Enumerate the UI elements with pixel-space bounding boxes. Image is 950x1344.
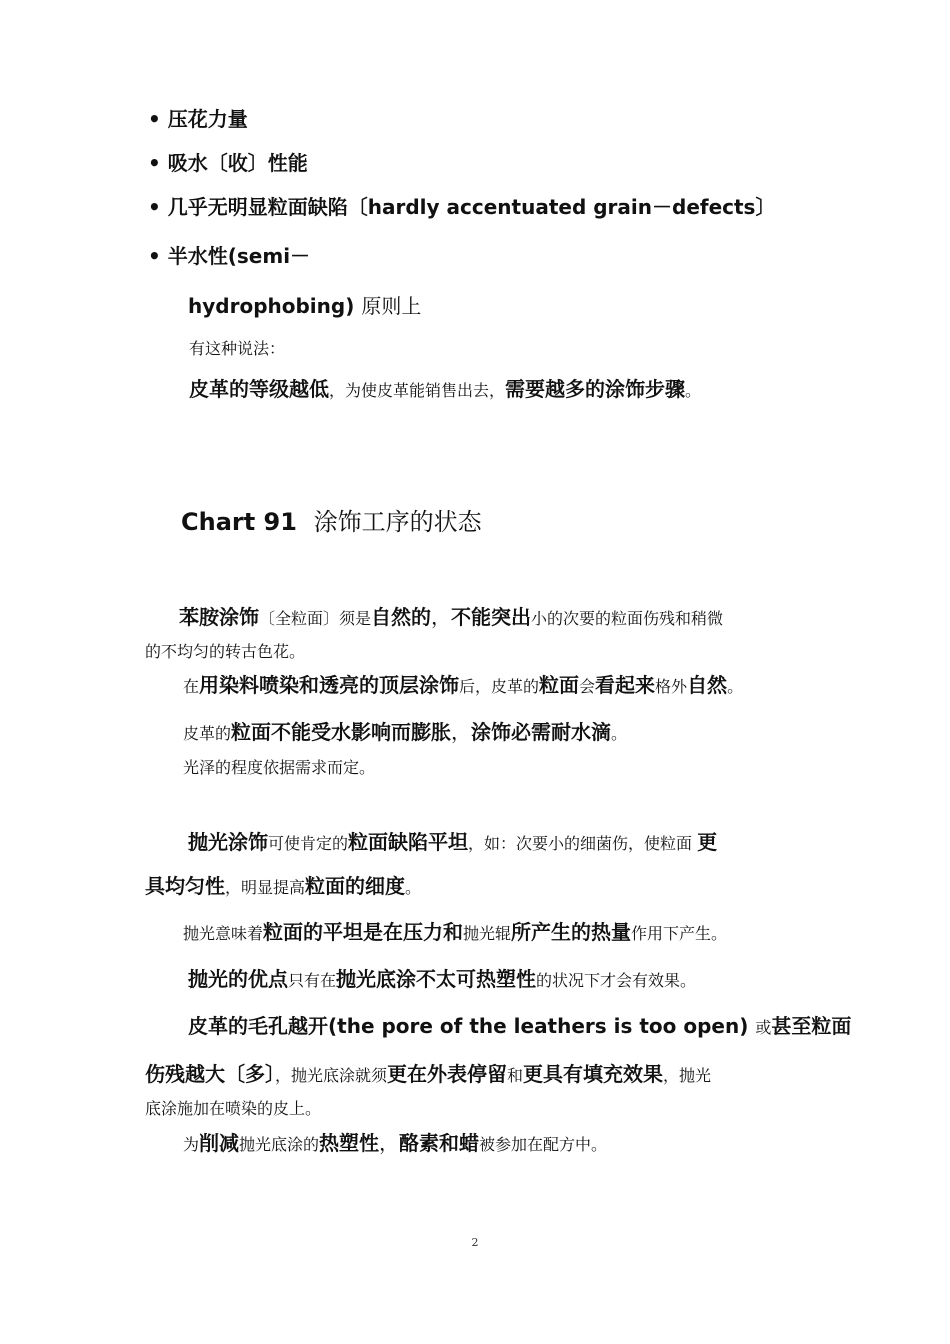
bullet-item-emboss-force: • 压花力量: [148, 107, 248, 131]
paragraph-polishing-line2: 具均匀性，明显提高粒面的细度。: [145, 874, 422, 898]
saying-intro: 有这种说法：: [189, 339, 286, 358]
paragraph-pores-line3: 底涂施加在喷染的皮上。: [145, 1099, 322, 1118]
paragraph-aniline-line1: 苯胺涂饰〔全粒面〕须是自然的，不能突出小的次要的粒面伤残和稍微: [179, 605, 724, 629]
paragraph-pores-line2: 伤残越大〔多〕，抛光底涂就须更在外表停留和更具有填充效果，抛光: [145, 1062, 712, 1086]
paragraph-gloss: 光泽的程度依据需求而定。: [183, 758, 376, 777]
paragraph-polishing-advantage: 抛光的优点只有在抛光底涂不太可热塑性的状况下才会有效果。: [188, 967, 697, 991]
paragraph-spray-dye: 在用染料喷染和透亮的顶层涂饰后，皮革的粒面会看起来格外自然。: [183, 673, 744, 697]
bullet-text: 吸水〔收〕性能: [167, 151, 308, 175]
bullet-continuation: hydrophobing) 原则上: [188, 294, 422, 318]
saying-text: 皮革的等级越低，为使皮革能销售出去，需要越多的涂饰步骤。: [189, 377, 702, 401]
section-title: Chart 91 涂饰工序的状态: [181, 508, 482, 536]
paragraph-water-resistance: 皮革的粒面不能受水影响而膨胀，涂饰必需耐水滴。: [183, 720, 628, 744]
paragraph-polishing-line1: 抛光涂饰可使肯定的粒面缺陷平坦，如：次要小的细菌伤，使粒面 更: [188, 830, 718, 854]
page-number: 2: [471, 1236, 479, 1249]
paragraph-thermoplastic: 为削减抛光底涂的热塑性，酪素和蜡被参加在配方中。: [183, 1131, 608, 1155]
bullet-text: 几乎无明显粒面缺陷〔hardly accentuated grain－defects〕: [167, 195, 776, 219]
paragraph-pores-line1: 皮革的毛孔越开(the pore of the leathers is too open) 或甚至粒面: [188, 1014, 852, 1038]
bullet-text: 压花力量: [167, 107, 248, 131]
bullet-text: 半水性(semi－: [167, 244, 311, 268]
paragraph-aniline-line2: 的不均匀的转古色花。: [145, 642, 306, 661]
bullet-item-grain-defects: • 几乎无明显粒面缺陷〔hardly accentuated grain－defects〕: [148, 195, 776, 219]
paragraph-polishing-meaning: 抛光意味着粒面的平坦是在压力和抛光辊所产生的热量作用下产生。: [183, 920, 728, 944]
bullet-item-semi-hydrophobing: • 半水性(semi－: [148, 244, 311, 268]
bullet-item-water-absorption: • 吸水〔收〕性能: [148, 151, 308, 175]
